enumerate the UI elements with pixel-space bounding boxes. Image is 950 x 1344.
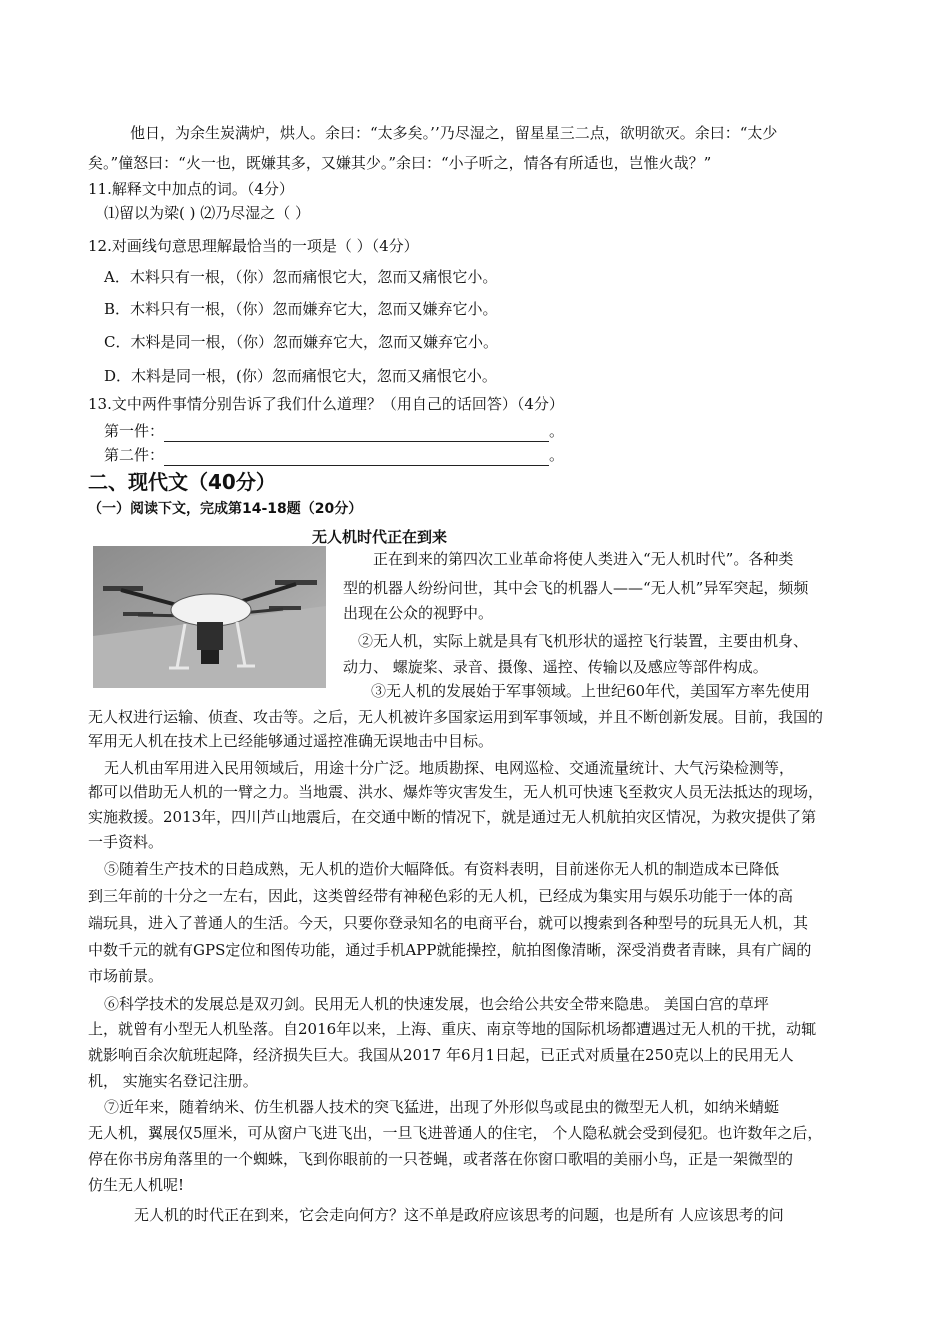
answer-2-blank [164,449,549,466]
article-line: 中数千元的就有GPS定位和图传功能，通过手机APP就能操控，航拍图像清晰，深受消费者青睐，具有广阔的 [88,941,812,959]
article-line: 市场前景。 [88,967,164,985]
article-line: 就影响百余次航班起降，经济损失巨大。我国从2017 年6月1日起，已正式对质量在250克以上的民用无人 [88,1046,794,1064]
classical-text-line-2: 矣。”僮怒曰：“火一也，既嫌其多，又嫌其少。”余曰：“小子听之，情各有所适也，岂惟火哉？” [88,154,712,172]
question-12-stem: 12.对画线句意思理解最恰当的一项是（ ）（4分） [88,237,419,255]
answer-line-2 [104,444,870,466]
article-line: 端玩具，进入了普通人的生活。今天，只要你登录知名的电商平台，就可以搜索到各种型号的玩具无人机，其 [88,914,809,932]
article-line: 正在到来的第四次工业革命将使人类进入“无人机时代”。各种类 [373,550,794,568]
answer-2-end: 。 [549,446,565,464]
question-12-option-d: D．木料是同一根，(你）忽而痛恨它大，忽而又痛恨它小。 [104,367,497,385]
article-line: 都可以借助无人机的一臂之力。当地震、洪水、爆炸等灾害发生，无人机可快速飞至救灾人员无法抵达的现场， [88,783,824,801]
answer-1-blank [164,425,549,442]
article-line: 一手资料。 [88,833,164,851]
classical-text-line-1: 他日，为余生炭满炉，烘人。余曰：“太多矣。’’乃尽湿之，留星星三二点，欲明欲灭。余曰：“太少 [130,124,778,142]
article-line: 动力、 螺旋桨、录音、摄像、遥控、传输以及感应等部件构成。 [343,658,768,676]
answer-1-end: 。 [549,422,565,440]
question-13-stem: 13.文中两件事情分别告诉了我们什么道理？（用自己的话回答）（4分） [88,395,564,413]
article-line: 机， 实施实名登记注册。 [88,1072,258,1090]
article-line: ⑤随着生产技术的日趋成熟，无人机的造价大幅降低。有资料表明，目前迷你无人机的制造成本已降低 [104,860,780,878]
article-line: 停在你书房角落里的一个蜘蛛，飞到你眼前的一只苍蝇，或者落在你窗口歌唱的美丽小鸟，正是一架微型的 [88,1150,794,1168]
drone-photo [93,546,326,688]
question-12-option-a: A．木料只有一根，（你）忽而痛恨它大，忽而又痛恨它小。 [104,268,498,286]
article-line: 无人机的时代正在到来，它会走向何方？这不单是政府应该思考的问题，也是所有 人应该思考的问 [134,1206,784,1224]
section-subheading: （一）阅读下文，完成第14-18题（20分） [88,501,363,517]
article-line: 上，就曾有小型无人机坠落。自2016年以来，上海、重庆、南京等地的国际机场都遭遇过无人机的干扰，动辄 [88,1020,817,1038]
section-heading: 二、现代文（40分） [88,470,276,494]
article-title: 无人机时代正在到来 [312,528,448,546]
article-line: ③无人机的发展始于军事领域。上世纪60年代，美国军方率先使用 [371,682,811,700]
article-line: 实施救援。2013年，四川芦山地震后，在交通中断的情况下，就是通过无人机航拍灾区情况，为救灾提供了第 [88,808,817,826]
article-line: 到三年前的十分之一左右，因此，这类曾经带有神秘色彩的无人机，已经成为集实用与娱乐功能于一体的高 [88,887,794,905]
answer-1-label: 第一件： [104,422,165,440]
question-11-items: ⑴留以为梁( ) ⑵乃尽湿之（ ） [104,204,311,222]
question-12-option-b: B．木料只有一根，（你）忽而嫌弃它大，忽而又嫌弃它小。 [104,300,498,318]
article-line: ⑦近年来，随着纳米、仿生机器人技术的突飞猛进，出现了外形似鸟或昆虫的微型无人机，如纳米蜻蜓 [104,1098,780,1116]
answer-line-1 [104,420,870,442]
question-11-stem: 11.解释文中加点的词。（4分） [88,180,294,198]
article-line: 无人机，翼展仅5厘米，可从窗户飞进飞出，一旦飞进普通人的住宅， 个人隐私就会受到侵犯。也许数年之后， [88,1124,823,1142]
article-line: 出现在公众的视野中。 [343,604,494,622]
question-12-option-c: C．木料是同一根，（你）忽而嫌弃它大，忽而又嫌弃它小。 [104,333,498,351]
article-line: ⑥科学技术的发展总是双刃剑。民用无人机的快速发展，也会给公共安全带来隐患。 美国白宫的草坪 [104,995,769,1013]
article-line: 仿生无人机呢! [88,1176,185,1194]
article-line: 无人权进行运输、侦查、攻击等。之后，无人机被许多国家运用到军事领域，并且不断创新发展。目前，我国的 [88,708,824,726]
drone-illustration [93,546,326,688]
article-line: ②无人机，实际上就是具有飞机形状的遥控飞行装置，主要由机身、 [358,632,809,650]
article-line: 无人机由军用进入民用领域后，用途十分广泛。地质勘探、电网巡检、交通流量统计、大气污染检测等， [104,759,795,777]
answer-2-label: 第二件： [104,446,165,464]
article-line: 型的机器人纷纷问世，其中会飞的机器人——“无人机”异军突起，频频 [343,579,809,597]
article-line: 军用无人机在技术上已经能够通过遥控准确无误地击中目标。 [88,732,494,750]
